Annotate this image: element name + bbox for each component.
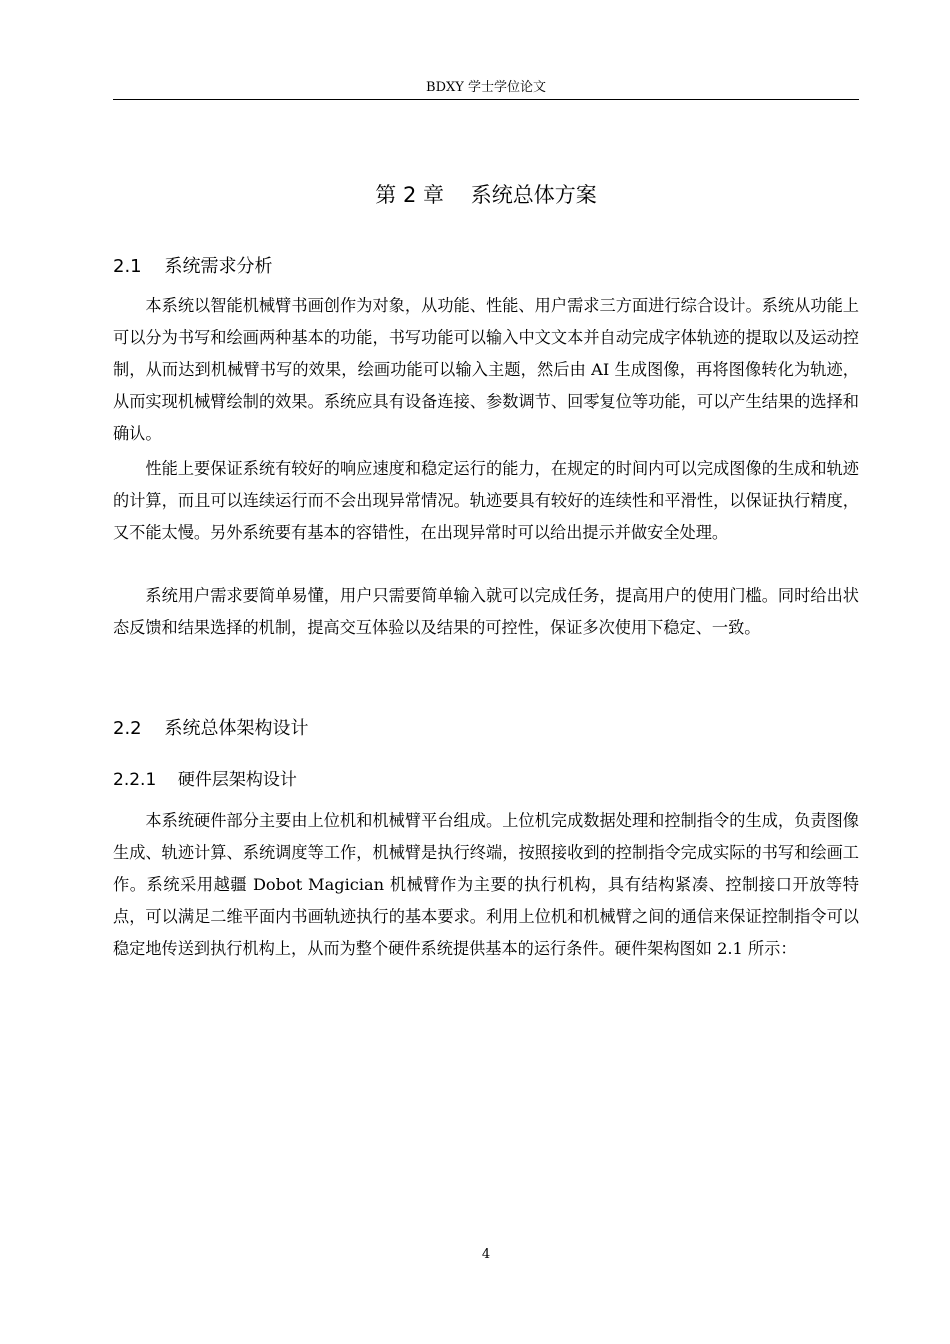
header-rule xyxy=(113,99,859,100)
running-header: BDXY 学士学位论文 xyxy=(426,80,546,95)
paragraph-2-1-functional: 本系统以智能机械臂书画创作为对象，从功能、性能、用户需求三方面进行综合设计。系统从功能上可以分为书写和绘画两种基本的功能，书写功能可以输入中文文本并自动完成字体轨迹的提取以及运动控制，从而达到机械臂书写的效果，绘画功能可以输入主题，然后由 AI 生成图像，再将图像转化为轨迹，从而实现机械臂绘制的效果。系统应具有设备连接、参数调节、回零复位等功能，可以产生结果的选择和确认。 xyxy=(113,296,859,443)
paragraph-2-2-1-hardware: 本系统硬件部分主要由上位机和机械臂平台组成。上位机完成数据处理和控制指令的生成，负责图像生成、轨迹计算、系统调度等工作，机械臂是执行终端，按照接收到的控制指令完成实际的书写和绘画工作。系统采用越疆 Dobot Magician 机械臂作为主要的执行机构，具有结构紧凑、控制接口开放等特点，可以满足二维平面内书画轨迹执行的基本要求。利用上位机和机械臂之间的通信来保证控制指令可以稳定地传送到执行机构上，从而为整个硬件系统提供基本的运行条件。硬件架构图如 2.1 所示： xyxy=(113,811,859,958)
subsection-heading-2-2-1: 2.2.1 硬件层架构设计 xyxy=(113,770,297,790)
section-heading-2-2: 2.2 系统总体架构设计 xyxy=(113,718,309,739)
paragraph-2-1-performance: 性能上要保证系统有较好的响应速度和稳定运行的能力，在规定的时间内可以完成图像的生成和轨迹的计算，而且可以连续运行而不会出现异常情况。轨迹要具有较好的连续性和平滑性，以保证执行精度，又不能太慢。另外系统要有基本的容错性，在出现异常时可以给出提示并做安全处理。 xyxy=(113,459,859,542)
page-number: 4 xyxy=(481,1247,491,1262)
chapter-title: 第 2 章 系统总体方案 xyxy=(375,183,597,207)
paragraph-2-1-user-needs: 系统用户需求要简单易懂，用户只需要简单输入就可以完成任务，提高用户的使用门槛。同时给出状态反馈和结果选择的机制，提高交互体验以及结果的可控性，保证多次使用下稳定、一致。 xyxy=(113,586,859,637)
section-heading-2-1: 2.1 系统需求分析 xyxy=(113,256,273,277)
